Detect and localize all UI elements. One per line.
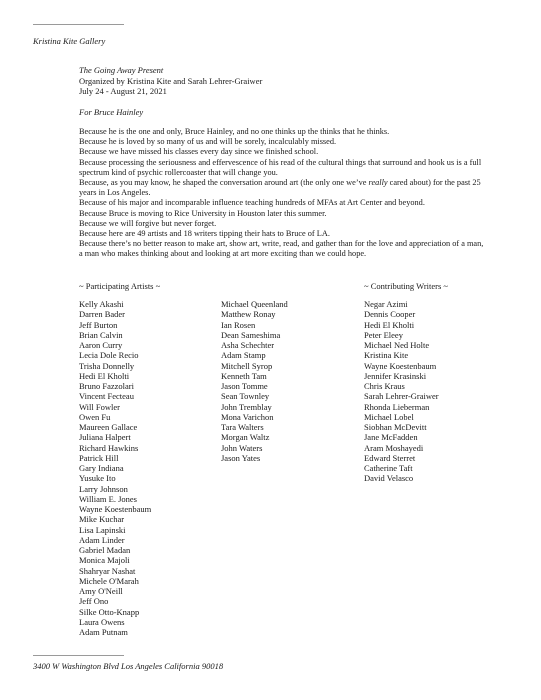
exhibition-dates: July 24 - August 21, 2021 — [79, 86, 167, 96]
artist-name: Yusuke Ito — [79, 473, 116, 484]
artist-name: Jason Tomme — [221, 381, 268, 391]
artist-name: Bruno Fazzolari — [79, 381, 134, 391]
exhibition-organizers: Organized by Kristina Kite and Sarah Lehrer-Graiwer — [79, 75, 263, 86]
bottom-divider — [33, 655, 124, 656]
artist-name: Darren Bader — [79, 309, 126, 320]
artist-name: Larry Johnson — [79, 483, 128, 494]
footer-address: 3400 W Washington Blvd Los Angeles California 90018 — [33, 661, 224, 671]
writer-name: Sarah Lehrer-Graiwer — [364, 391, 439, 402]
reason-line: Because processing the seriousness and effervescence of his read of the cultural things that surround and hook us is a full spectrum kind of psychic rollercoaster that will change you. — [79, 157, 482, 177]
artist-name: Adam Stamp — [221, 350, 266, 361]
gallery-name: Kristina Kite Gallery — [33, 36, 106, 46]
writer-name: Wayne Koestenbaum — [364, 360, 437, 371]
artist-name: William E. Jones — [79, 493, 137, 504]
artist-name: Mona Varichon — [221, 411, 274, 422]
artist-name: Ian Rosen — [221, 319, 256, 330]
artist-name: Morgan Waltz — [221, 432, 270, 443]
artists-heading: ~ Participating Artists ~ — [79, 281, 161, 291]
top-divider — [33, 24, 124, 25]
artist-name: Mike Kuchar — [79, 514, 125, 525]
reason-line — [79, 178, 489, 198]
writer-name: Negar Azimi — [364, 299, 408, 309]
artist-name: Amy O'Neill — [79, 586, 123, 596]
artist-name: Adam Putnam — [79, 627, 128, 637]
artist-name: Aaron Curry — [79, 340, 123, 350]
artist-name: Trisha Donnelly — [79, 360, 135, 371]
writer-name: David Velasco — [364, 473, 414, 484]
artist-name: Silke Otto-Knapp — [79, 606, 140, 617]
artist-name: Jeff Ono — [79, 596, 109, 607]
artist-name: Asha Schechter — [221, 340, 275, 350]
artist-name: Maureen Gallace — [79, 422, 138, 432]
artist-name: Richard Hawkins — [79, 442, 139, 453]
artist-name: Sean Townley — [221, 391, 270, 402]
exhibition-title: The Going Away Present — [79, 65, 164, 75]
reason-line: Because of his major and incomparable influence teaching hundreds of MFAs at Art Center and beyond. — [79, 198, 425, 208]
artist-name: Adam Linder — [79, 534, 125, 545]
reasons-paragraphs — [79, 127, 489, 260]
reason-line: Because he is loved by so many of us and will be sorely, incalculably missed. — [79, 137, 337, 147]
artist-name: Laura Owens — [79, 616, 125, 627]
reason-emphasis: really — [368, 178, 388, 188]
writer-name: Kristina Kite — [364, 350, 409, 361]
artist-name: Gabriel Madan — [79, 545, 131, 555]
artist-name: Matthew Ronay — [221, 309, 276, 320]
writer-name: Peter Eleey — [364, 329, 403, 340]
artist-name: Kenneth Tam — [221, 370, 267, 381]
artist-name: Michael Queenland — [221, 299, 288, 309]
artist-name: Lisa Lapinski — [79, 524, 126, 535]
writer-name: Rhonda Lieberman — [364, 401, 430, 412]
artist-name: Michele O'Marah — [79, 575, 139, 586]
artist-name: Owen Fu — [79, 411, 111, 422]
artist-name: Vincent Fecteau — [79, 391, 134, 402]
writer-name: Hedi El Kholti — [364, 319, 415, 330]
artist-name: Jeff Burton — [79, 319, 118, 330]
writer-name: Aram Moshayedi — [364, 442, 424, 453]
artist-name: Gary Indiana — [79, 463, 124, 473]
writer-name: Michael Ned Holte — [364, 340, 430, 350]
artist-name: Dean Sameshima — [221, 329, 281, 340]
writer-name: Catherine Taft — [364, 463, 413, 473]
dedication: For Bruce Hainley — [79, 107, 144, 117]
writer-name: Michael Lobel — [364, 411, 414, 422]
reason-line: Because he is the one and only, Bruce Hainley, and no one thinks up the thinks that he thinks. — [79, 127, 390, 136]
artist-name: Juliana Halpert — [79, 432, 131, 443]
artist-name: Shahryar Nashat — [79, 565, 136, 576]
artists-list-column-1 — [79, 299, 151, 637]
artist-name: Will Fowler — [79, 401, 120, 412]
artist-name: Lecia Dole Recio — [79, 350, 139, 361]
exhibition-header — [79, 65, 262, 97]
writer-name: Siobhan McDevitt — [364, 422, 427, 432]
artist-name: Mitchell Syrop — [221, 360, 273, 371]
artist-name: Hedi El Kholti — [79, 370, 130, 381]
reason-line: Because here are 49 artists and 18 writers tipping their hats to Bruce of LA. — [79, 229, 330, 239]
writer-name: Edward Sterret — [364, 452, 416, 463]
reason-text-part: Because, as you may know, he shaped the conversation around art (the only one we’ve — [79, 178, 369, 188]
reason-line: Because we will forgive but never forget. — [79, 218, 217, 228]
writers-heading: ~ Contributing Writers ~ — [364, 281, 449, 291]
artist-name: Wayne Koestenbaum — [79, 504, 152, 514]
reason-text-part: cared about) for the past 25 years in Los Angeles. — [79, 178, 481, 198]
artist-name: Patrick Hill — [79, 452, 119, 463]
writer-name: Chris Kraus — [364, 381, 405, 391]
artist-name: Kelly Akashi — [79, 299, 124, 309]
writer-name: Jennifer Krasinski — [364, 370, 427, 381]
reason-line: Because Bruce is moving to Rice University in Houston later this summer. — [79, 208, 327, 218]
artist-name: Brian Calvin — [79, 329, 123, 340]
artist-name: Tara Walters — [221, 422, 264, 432]
reason-line: Because there’s no better reason to make art, show art, write, read, and gather than for the love and appreciation of a man, a man who makes thinking about and looking at art more exciting than we could hope. — [79, 239, 484, 259]
writers-list — [364, 299, 439, 484]
writer-name: Dennis Cooper — [364, 309, 416, 320]
artist-name: John Tremblay — [221, 401, 272, 412]
writer-name: Jane McFadden — [364, 432, 418, 443]
artist-name: Jason Yates — [221, 452, 261, 463]
reason-line: Because we have missed his classes every day since we finished school. — [79, 147, 319, 157]
artist-name: John Waters — [221, 442, 263, 453]
artists-list-column-2 — [221, 299, 288, 463]
artist-name: Monica Majoli — [79, 555, 130, 566]
